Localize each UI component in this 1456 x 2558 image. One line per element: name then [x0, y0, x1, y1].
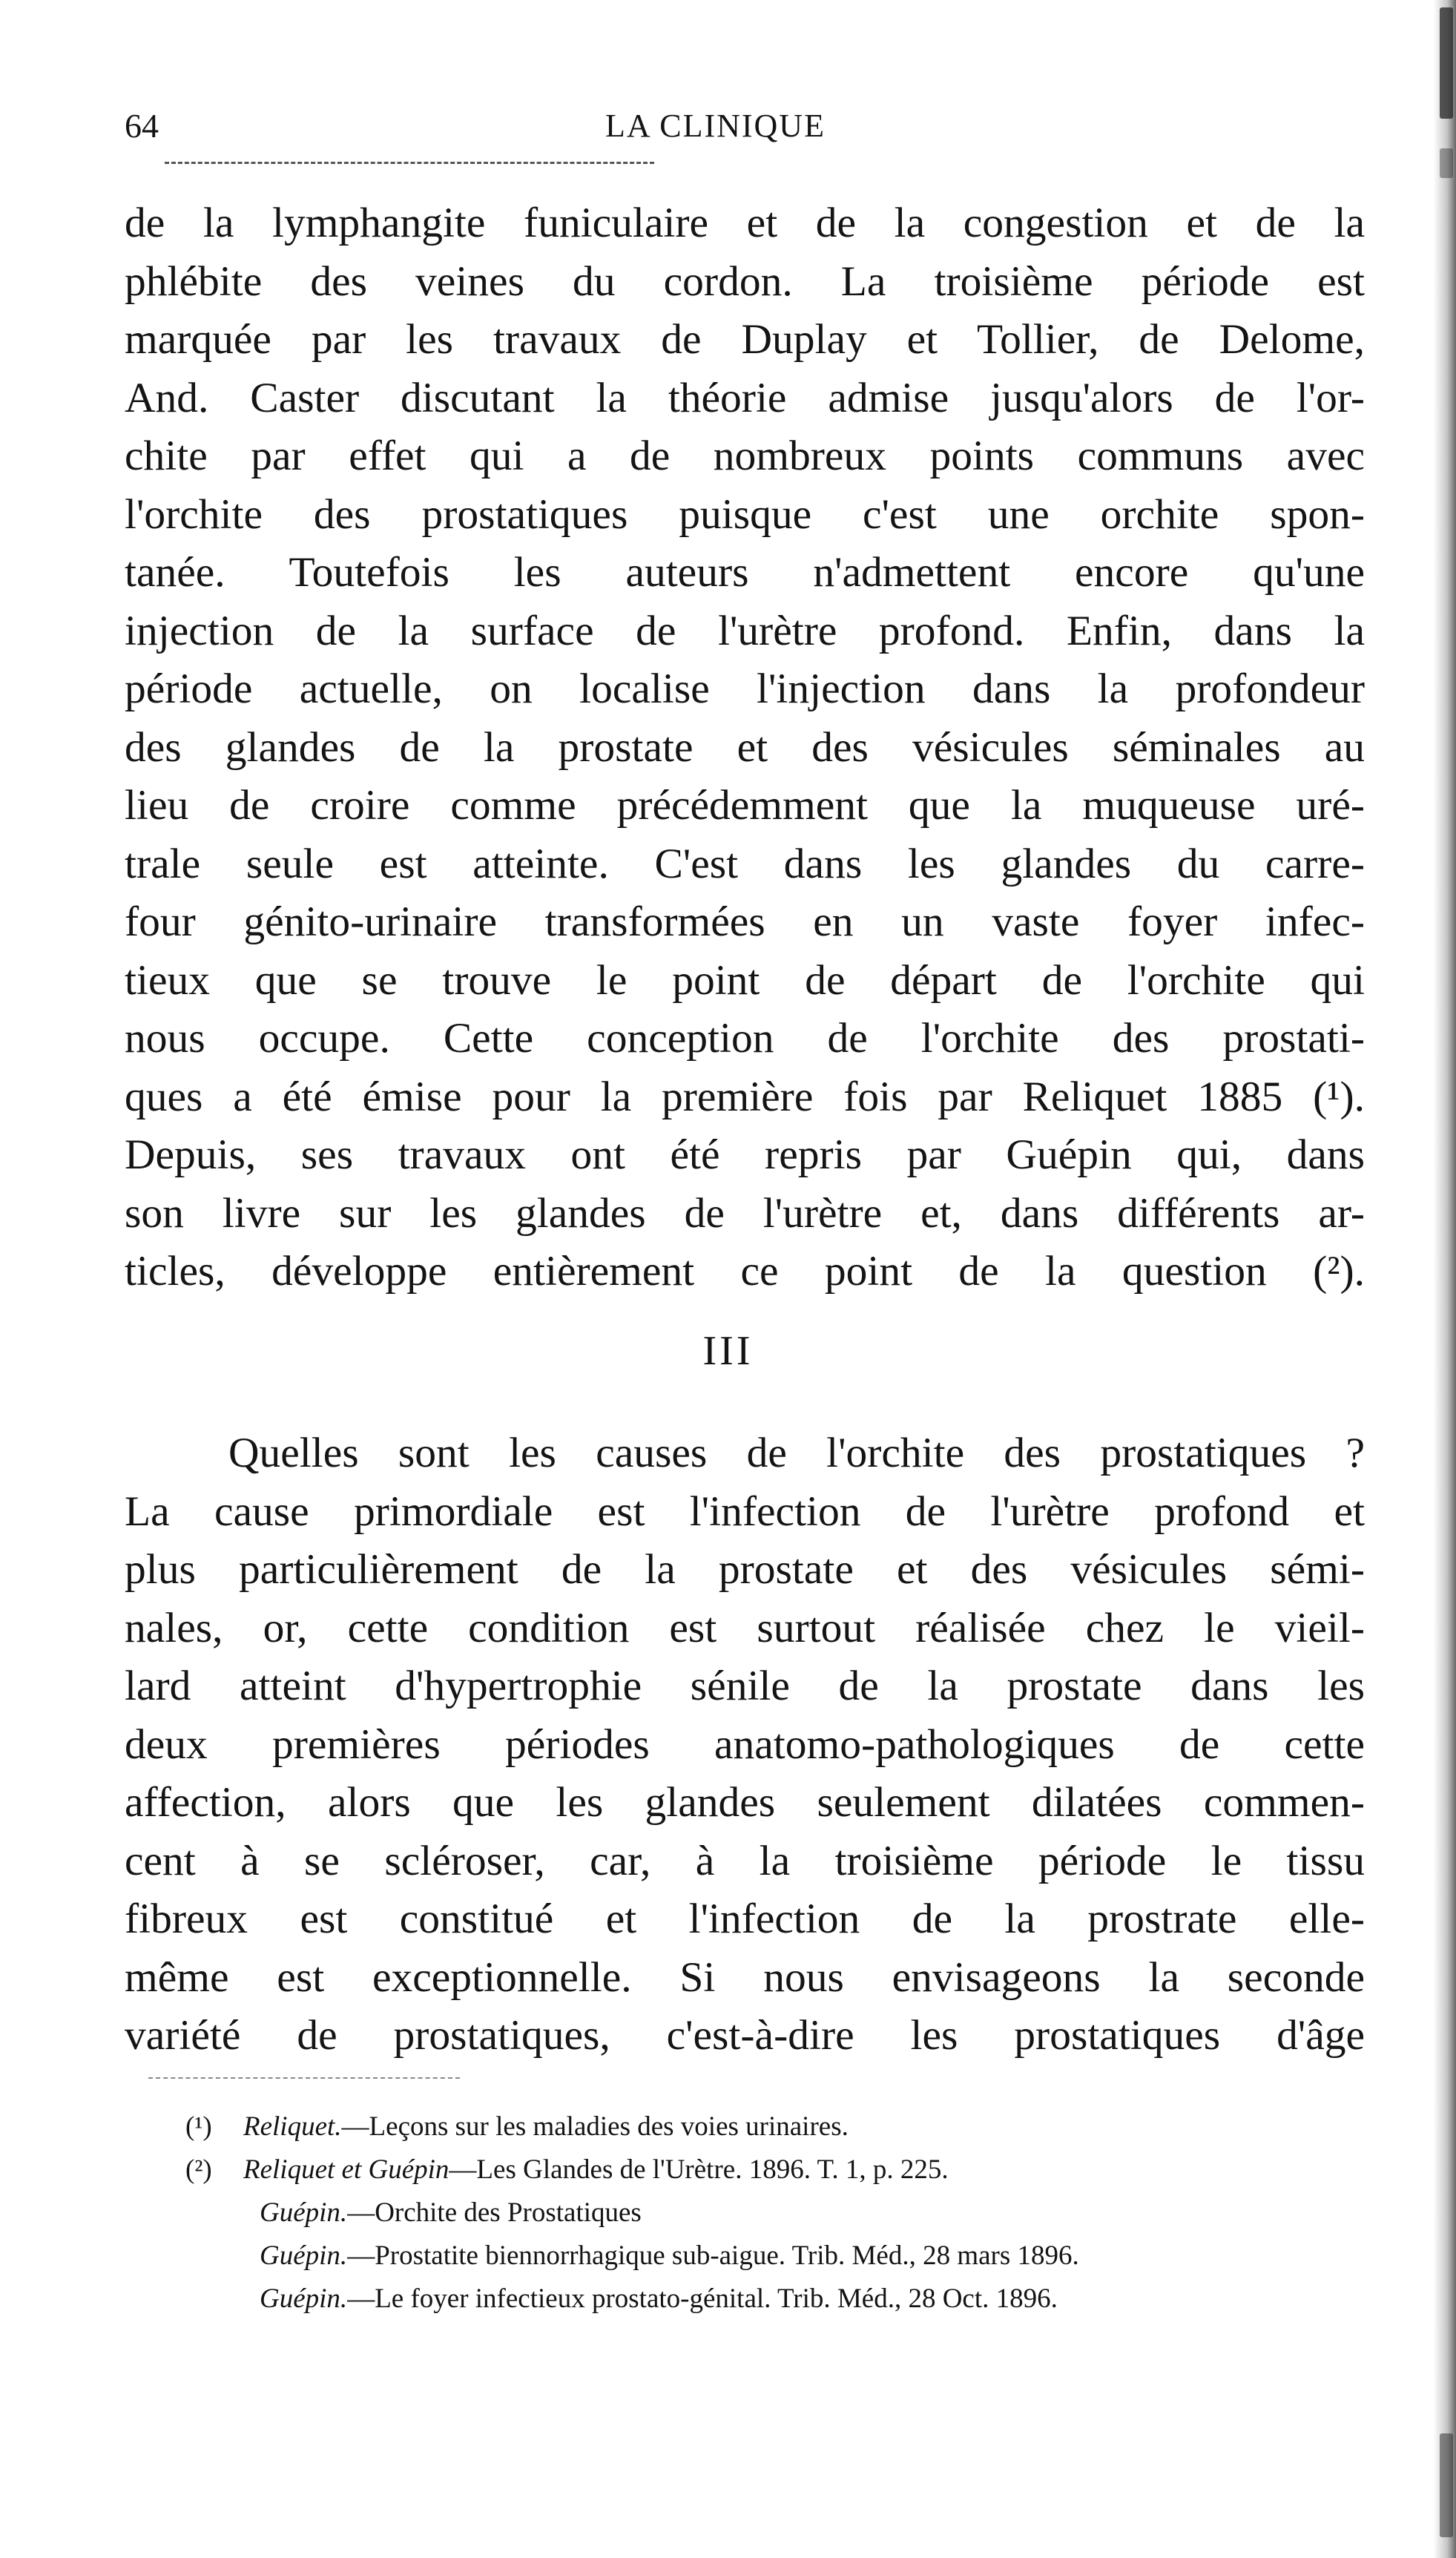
text-line: tanée. Toutefois les auteurs n'admettent encore qu'une	[125, 549, 1365, 596]
text-line: variété de prostatiques, c'est-à-dire les prostatiques d'âge	[125, 2012, 1365, 2059]
header-rule	[165, 162, 654, 164]
text-line: phlébite des veines du cordon. La troisième période est	[125, 257, 1365, 305]
footnote-text: —Le foyer infectieux prostato-génital. Trib. Méd., 28 Oct. 1896.	[347, 2284, 1058, 2314]
text-line: La cause primordiale est l'infection de l'urètre profond et	[125, 1487, 1365, 1535]
text-line: lard atteint d'hypertrophie sénile de la prostate dans les	[125, 1663, 1365, 1709]
text-line: four génito-urinaire transformées en un vaste foyer infec-	[125, 898, 1365, 945]
text-line: Quelles sont les causes de l'orchite des prostatiques ?	[228, 1430, 1365, 1476]
footnote-marker: (¹)	[185, 2111, 212, 2142]
page-header	[125, 104, 1371, 148]
footnote-text: —Leçons sur les maladies des voies urinaires.	[341, 2111, 849, 2142]
footnote-2	[185, 2148, 1372, 2192]
footnote-author: Guépin.	[260, 2197, 348, 2228]
text-line: lieu de croire comme précédemment que la muqueuse uré-	[125, 782, 1365, 829]
text-line: And. Caster discutant la théorie admise jusqu'alors de l'or-	[125, 374, 1365, 421]
text-line: nales, or, cette condition est surtout réalisée chez le vieil-	[125, 1604, 1365, 1651]
text-line: fibreux est constitué et l'infection de la prostrate elle-	[125, 1896, 1365, 1942]
text-line: des glandes de la prostate et des vésicules séminales au	[125, 723, 1365, 771]
scan-edge-mark	[1440, 148, 1453, 178]
footnotes	[185, 2105, 1372, 2321]
text-line: période actuelle, on localise l'injection dans la profondeur	[125, 665, 1365, 712]
paragraph-1	[125, 194, 1365, 1301]
text-line: plus particulièrement de la prostate et des vésicules sémi-	[125, 1546, 1365, 1593]
text-line: deux premières périodes anatomo-pathologiques de cette	[125, 1720, 1365, 1768]
footnote-author: Guépin.	[260, 2240, 348, 2271]
text-line: même est exceptionnelle. Si nous envisageons la seconde	[125, 1953, 1365, 2001]
text-line: marquée par les travaux de Duplay et Tollier, de Delome,	[125, 316, 1365, 363]
text-line: l'orchite des prostatiques puisque c'est une orchite spon-	[125, 490, 1365, 538]
footnote-text: —Prostatite biennorrhagique sub-aigue. Trib. Méd., 28 mars 1896.	[347, 2240, 1079, 2271]
scan-edge-shadow	[1434, 0, 1456, 2558]
text-line: nous occupe. Cette conception de l'orchite des prostati-	[125, 1015, 1365, 1062]
text-line: tieux que se trouve le point de départ de l'orchite qui	[125, 956, 1365, 1004]
footnote-marker: (²)	[185, 2154, 212, 2185]
text-line: injection de la surface de l'urètre profond. Enfin, dans la	[125, 607, 1365, 654]
footnote-2-continuation	[185, 2278, 1372, 2321]
footnote-2-continuation	[185, 2235, 1372, 2278]
running-head: LA CLINIQUE	[605, 108, 826, 144]
footnote-text: —Orchite des Prostatiques	[347, 2197, 642, 2228]
footnote-author: Reliquet.	[243, 2111, 342, 2142]
scan-edge-mark	[1440, 7, 1453, 119]
paragraph-2	[125, 1424, 1365, 2065]
text-line: Depuis, ses travaux ont été repris par Guépin qui, dans	[125, 1131, 1365, 1178]
scan-edge-mark	[1440, 2433, 1453, 2537]
footnote-author: Reliquet et Guépin	[243, 2154, 449, 2185]
footnote-text: —Les Glandes de l'Urètre. 1896. T. 1, p. 225.	[449, 2154, 949, 2185]
footnote-2-continuation	[185, 2192, 1372, 2235]
footnote-author: Guépin.	[260, 2284, 348, 2314]
text-line: ques a été émise pour la première fois par Reliquet 1885 (¹).	[125, 1073, 1365, 1120]
text-line: trale seule est atteinte. C'est dans les glandes du carre-	[125, 840, 1365, 887]
text-line: cent à se scléroser, car, à la troisième période le tissu	[125, 1837, 1365, 1884]
section-heading: III	[702, 1328, 754, 1374]
text-line: ticles, développe entièrement ce point de la question (²).	[125, 1248, 1365, 1295]
page-number: 64	[125, 107, 159, 145]
text-line: chite par effet qui a de nombreux points communs avec	[125, 433, 1365, 479]
text-line: de la lymphangite funiculaire et de la congestion et de la	[125, 200, 1365, 246]
text-line: affection, alors que les glandes seulement dilatées commen-	[125, 1779, 1365, 1826]
footnote-1	[185, 2105, 1372, 2148]
footnote-rule	[148, 2077, 460, 2079]
text-line: son livre sur les glandes de l'urètre et, dans différents ar-	[125, 1189, 1365, 1237]
